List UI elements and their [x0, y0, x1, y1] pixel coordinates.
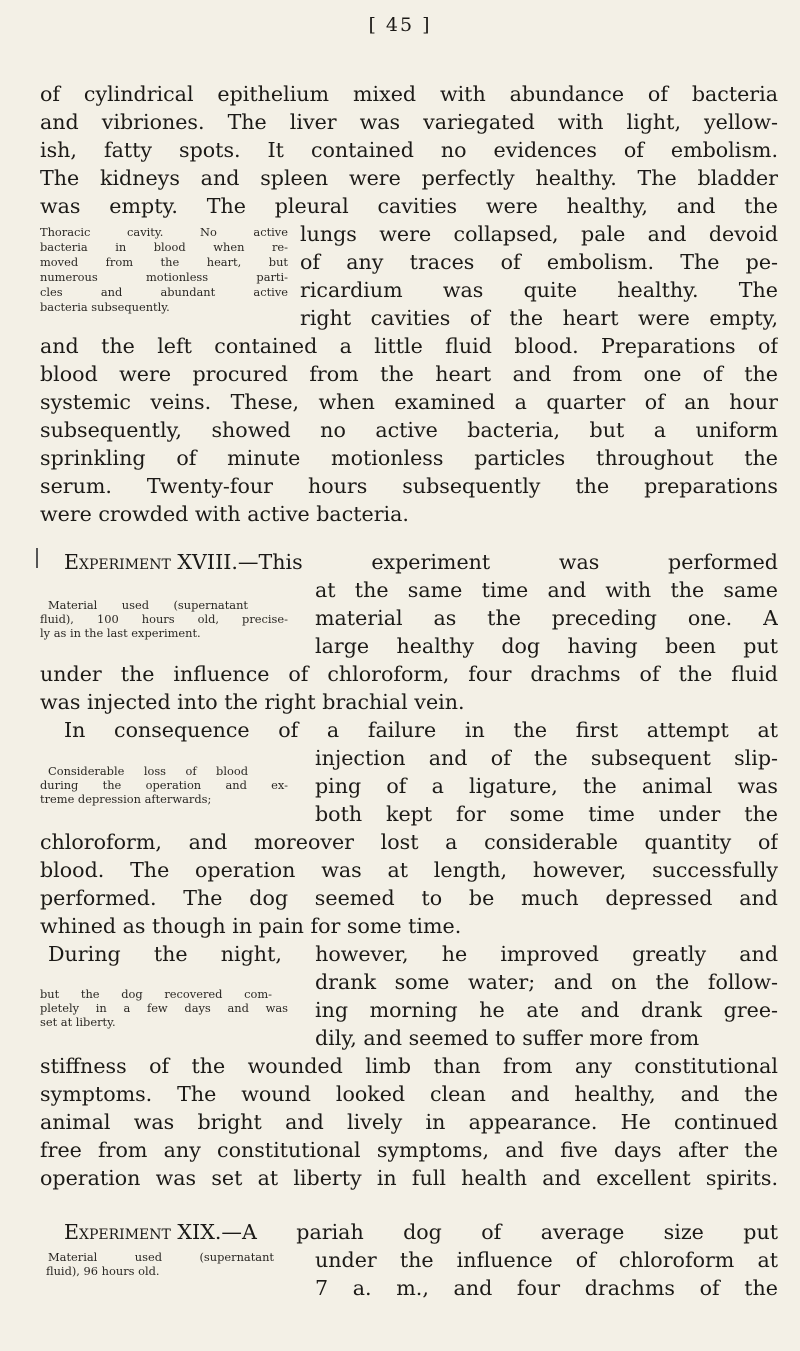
text-line: of any traces of embolism. The pe- [300, 250, 778, 274]
text-line: ing morning he ate and drank gree- [315, 998, 778, 1022]
experiment-heading: Experiment XIX. [64, 1220, 222, 1244]
text-line: both kept for some time under the [315, 802, 778, 826]
text-line: sprinkling of minute motionless particles throughout the [40, 446, 778, 470]
text-line: symptoms. The wound looked clean and healthy, and the [40, 1082, 778, 1106]
margin-note-line: Considerable loss of blood [48, 764, 248, 778]
text-line: drank some water; and on the follow- [315, 970, 778, 994]
text-line: 7 a. m., and four drachms of the [315, 1276, 778, 1300]
text-line: stiffness of the wounded limb than from any constitutional [40, 1054, 778, 1078]
text-line: dily, and seemed to suffer more from [315, 1026, 700, 1050]
text-line: under the influence of chloroform at [315, 1248, 778, 1272]
text-line: injection and of the subsequent slip- [315, 746, 778, 770]
text-line: large healthy dog having been put [315, 634, 778, 658]
text-line: operation was set at liberty in full health and excellent spirits. [40, 1166, 778, 1190]
text-line-rest: —A pariah dog of average size put [221, 1220, 778, 1244]
text-line: was empty. The pleural cavities were healthy, and the [40, 194, 778, 218]
margin-rule [36, 548, 38, 568]
text-line [64, 1218, 778, 1246]
text-line: blood. The operation was at length, however, successfully [40, 858, 778, 882]
text-line: performed. The dog seemed to be much depressed and [40, 886, 778, 910]
text-line: were crowded with active bacteria. [40, 502, 409, 526]
margin-note-line: Material used (supernatant [48, 598, 248, 612]
text-line: chloroform, and moreover lost a considerable quantity of [40, 830, 778, 854]
text-line: animal was bright and lively in appearance. He continued [40, 1110, 778, 1134]
text-line: whined as though in pain for some time. [40, 914, 462, 938]
margin-note-line: but the dog recovered com- [40, 987, 272, 1001]
margin-note-line: moved from the heart, but [40, 255, 288, 269]
text-line: at the same time and with the same [315, 578, 778, 602]
text-line: blood were procured from the heart and from one of the [40, 362, 778, 386]
text-line: under the influence of chloroform, four drachms of the fluid [40, 662, 778, 686]
margin-note-line: fluid), 100 hours old, precise- [40, 612, 288, 626]
text-line: free from any constitutional symptoms, and five days after the [40, 1138, 778, 1162]
text-line: In consequence of a failure in the first attempt at [64, 718, 778, 742]
text-line: The kidneys and spleen were perfectly healthy. The bladder [40, 166, 778, 190]
margin-note-line: numerous motionless parti- [40, 270, 288, 284]
margin-note-line: bacteria in blood when re- [40, 240, 288, 254]
text-line-rest: —This experiment was performed [237, 550, 778, 574]
text-line: serum. Twenty-four hours subsequently the preparations [40, 474, 778, 498]
text-line: lungs were collapsed, pale and devoid [300, 222, 778, 246]
text-line: During the night, however, he improved greatly and [48, 942, 778, 966]
margin-note-line: pletely in a few days and was [40, 1001, 288, 1015]
text-line: systemic veins. These, when examined a quarter of an hour [40, 390, 778, 414]
margin-note-line: during the operation and ex- [40, 778, 288, 792]
margin-note-line: Material used (supernatant [48, 1250, 274, 1264]
text-line: subsequently, showed no active bacteria, but a uniform [40, 418, 778, 442]
text-line: and the left contained a little fluid blood. Preparations of [40, 334, 778, 358]
margin-note-line: ly as in the last experiment. [40, 626, 201, 640]
margin-note-line: treme depression afterwards; [40, 792, 212, 806]
text-line: material as the preceding one. A [315, 606, 778, 630]
margin-note-line: bacteria subsequently. [40, 300, 170, 314]
margin-note-line: fluid), 96 hours old. [46, 1264, 160, 1278]
text-line: ping of a ligature, the animal was [315, 774, 778, 798]
text-line [64, 548, 778, 576]
margin-note-line: cles and abundant active [40, 285, 288, 299]
text-line: of cylindrical epithelium mixed with abundance of bacteria [40, 82, 778, 106]
margin-note-line: Thoracic cavity. No active [40, 225, 288, 239]
experiment-heading: Experiment XVIII. [64, 550, 238, 574]
text-line: and vibriones. The liver was variegated with light, yellow- [40, 110, 778, 134]
margin-note-line: set at liberty. [40, 1015, 116, 1029]
text-line: ricardium was quite healthy. The [300, 278, 778, 302]
page-number: [ 45 ] [368, 14, 432, 36]
text-line: right cavities of the heart were empty, [300, 306, 778, 330]
text-line: was injected into the right brachial vein. [40, 690, 465, 714]
text-line: ish, fatty spots. It contained no evidences of embolism. [40, 138, 778, 162]
